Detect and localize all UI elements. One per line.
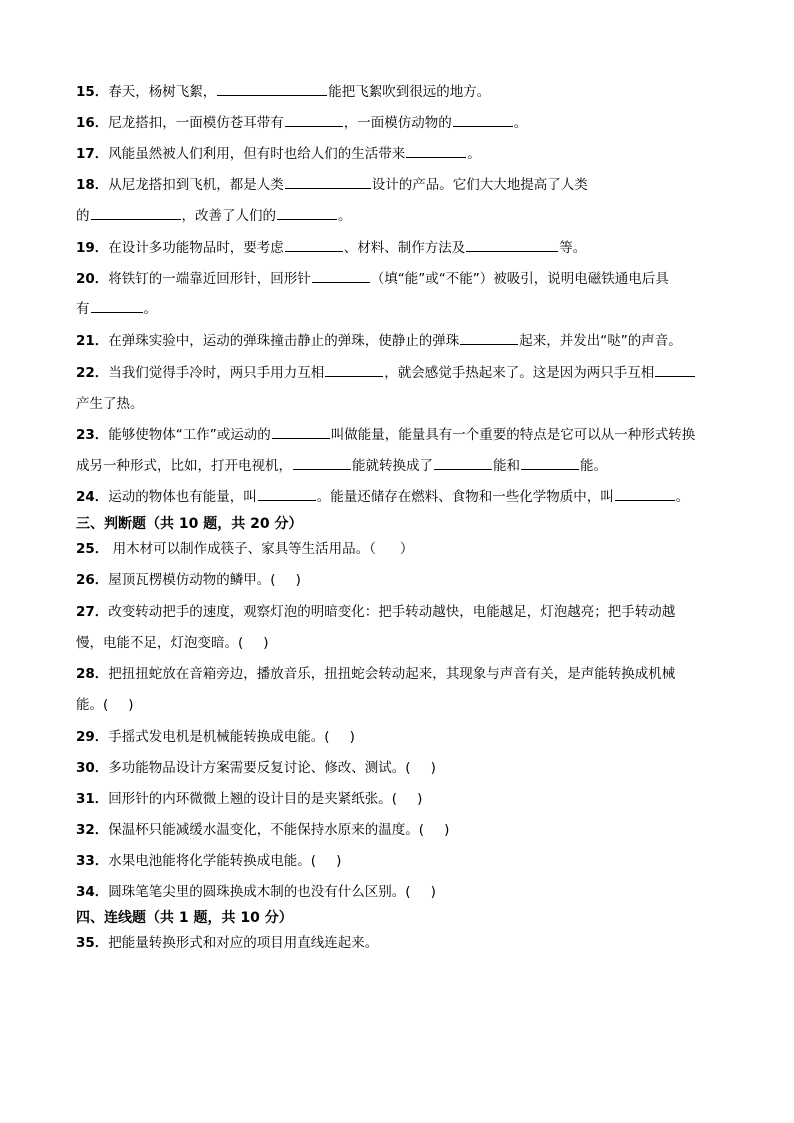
answer-blank[interactable] (285, 237, 343, 252)
answer-blank[interactable] (460, 330, 518, 345)
question-27-cont: 慢，电能不足，灯泡变暗。( ) (76, 635, 269, 651)
question-16: 16．尼龙搭扣，一面模仿苍耳带有 ，一面模仿动物的 。 (76, 112, 756, 134)
question-26: 26．屋顶瓦楞模仿动物的鳞甲。( ) (76, 572, 301, 588)
question-29: 29．手摇式发电机是机械能转换成电能。( ) (76, 729, 355, 745)
answer-blank[interactable] (615, 486, 675, 501)
question-17: 17．风能虽然被人们利用，但有时也给人们的生活带来 。 (76, 143, 756, 165)
answer-blank[interactable] (466, 237, 558, 252)
answer-blank[interactable] (272, 424, 330, 439)
question-25: 25． 用木材可以制作成筷子、家具等生活用品。（ ） (76, 541, 414, 557)
answer-blank[interactable] (293, 455, 351, 470)
answer-blank[interactable] (277, 205, 337, 220)
question-32: 32．保温杯只能减缓水温变化，不能保持水原来的温度。( ) (76, 822, 450, 838)
question-33: 33．水果电池能将化学能转换成电能。( ) (76, 853, 342, 869)
question-18-cont: 的 ，改善了人们的 。 (76, 205, 756, 227)
answer-blank[interactable] (91, 205, 181, 220)
question-21: 21．在弹珠实验中，运动的弹珠撞击静止的弹珠，使静止的弹珠 起来，并发出“哒”的声音。 (76, 330, 756, 352)
answer-blank[interactable] (434, 455, 492, 470)
question-22-cont: 产生了热。 (76, 396, 144, 412)
question-20: 20．将铁钉的一端靠近回形针，回形针 （填“能”或“不能”）被吸引，说明电磁铁通电后具 (76, 268, 756, 290)
answer-blank[interactable] (453, 112, 513, 127)
answer-blank[interactable] (285, 174, 371, 189)
answer-blank[interactable] (312, 268, 370, 283)
question-35: 35．把能量转换形式和对应的项目用直线连起来。 (76, 935, 379, 951)
question-28: 28．把扭扭蛇放在音箱旁边，播放音乐，扭扭蛇会转动起来，其现象与声音有关，是声能转换成机械 (76, 666, 676, 682)
question-19: 19．在设计多功能物品时，要考虑 、材料、制作方法及 等。 (76, 237, 756, 259)
question-23-cont: 成另一种形式，比如，打开电视机， 能就转换成了 能和 能。 (76, 455, 756, 477)
question-30: 30．多功能物品设计方案需要反复讨论、修改、测试。( ) (76, 760, 436, 776)
question-23: 23．能够使物体“工作”或运动的 叫做能量，能量具有一个重要的特点是它可以从一种形式转换 (76, 424, 756, 446)
question-34: 34．圆珠笔笔尖里的圆珠换成木制的也没有什么区别。( ) (76, 884, 436, 900)
answer-blank[interactable] (406, 143, 466, 158)
answer-blank[interactable] (91, 298, 143, 313)
question-24: 24．运动的物体也有能量，叫 。能量还储存在燃料、食物和一些化学物质中，叫 。 (76, 486, 756, 508)
answer-blank[interactable] (258, 486, 316, 501)
question-22: 22．当我们觉得手冷时，两只手用力互相 ，就会感觉手热起来了。这是因为两只手互相 (76, 362, 756, 384)
section-heading-judgement: 三、判断题（共 10 题，共 20 分） (76, 516, 303, 532)
question-20-cont: 有 。 (76, 298, 756, 320)
question-27: 27．改变转动把手的速度，观察灯泡的明暗变化：把手转动越快，电能越足，灯泡越亮；把手转动越 (76, 604, 676, 620)
question-31: 31．回形针的内环微微上翘的设计目的是夹紧纸张。( ) (76, 791, 423, 807)
answer-blank[interactable] (655, 362, 695, 377)
answer-blank[interactable] (521, 455, 579, 470)
question-18: 18．从尼龙搭扣到飞机，都是人类 设计的产品。它们大大地提高了人类 (76, 174, 756, 196)
question-28-cont: 能。( ) (76, 697, 134, 713)
answer-blank[interactable] (325, 362, 383, 377)
section-heading-matching: 四、连线题（共 1 题，共 10 分） (76, 910, 293, 926)
question-15: 15．春天，杨树飞絮， 能把飞絮吹到很远的地方。 (76, 81, 756, 103)
answer-blank[interactable] (285, 112, 343, 127)
answer-blank[interactable] (217, 81, 327, 96)
